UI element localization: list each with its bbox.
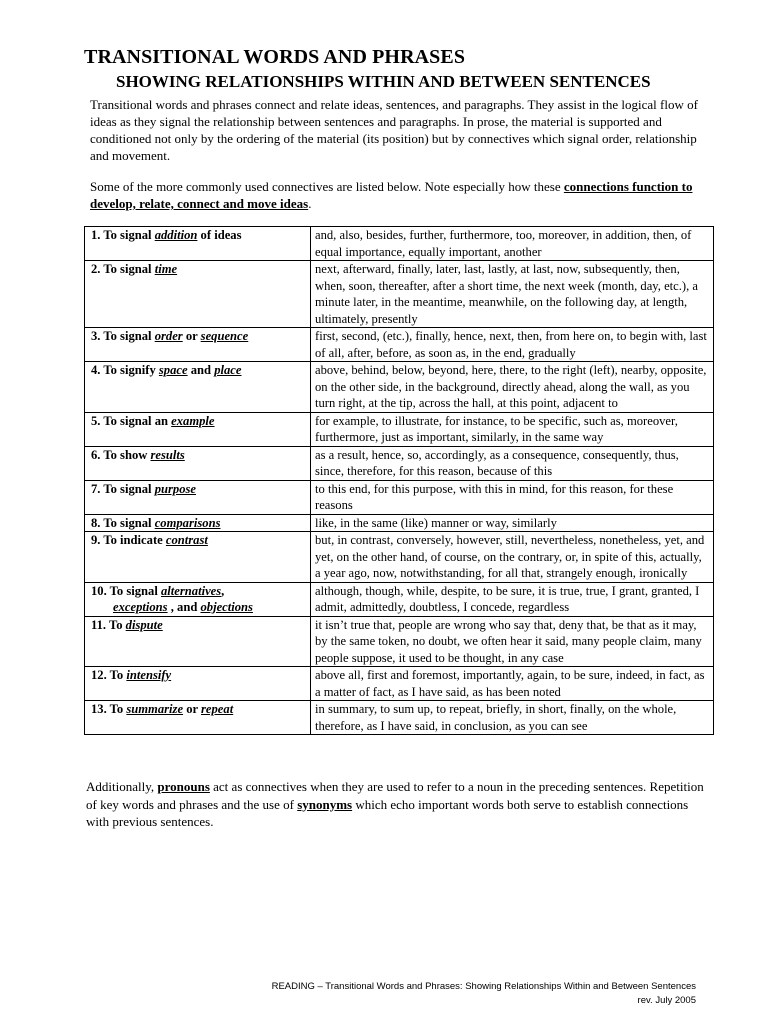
- function-label: 13. To: [91, 702, 127, 716]
- function-keyword: repeat: [201, 702, 234, 716]
- function-label: 8. To signal: [91, 515, 155, 530]
- function-cell: [85, 667, 311, 701]
- function-keyword: place: [214, 363, 242, 377]
- table-row: [85, 227, 714, 261]
- examples-cell: to this end, for this purpose, with this in mind, for this reason, for these reasons: [311, 480, 714, 514]
- examples-cell: first, second, (etc.), finally, hence, next, then, from here on, to begin with, last of all, after, before, as soon as, in the end, gradually: [311, 328, 714, 362]
- examples-cell: it isn’t true that, people are wrong who say that, deny that, be that as it may, by the same token, no doubt, we often hear it said, many people claim, many people suppose, it used to be thought, in any case: [311, 616, 714, 667]
- function-cell: [85, 480, 311, 514]
- table-row: [85, 446, 714, 480]
- function-keyword: sequence: [200, 329, 249, 343]
- function-keyword: addition: [154, 228, 198, 242]
- table-row: [85, 532, 714, 583]
- table-row: [85, 362, 714, 413]
- footer-revision: rev. July 2005: [637, 995, 696, 1006]
- function-cell: [85, 362, 311, 413]
- table-row: [85, 261, 714, 328]
- function-cell: [85, 701, 311, 735]
- table-row: [85, 412, 714, 446]
- function-label: or: [182, 329, 201, 343]
- closing-text: act as connectives when they are used to refer to a noun in the preceding sentences. Repetition of key words and phrases and the use of: [86, 779, 704, 812]
- page-footer: [272, 980, 696, 1008]
- lead-text: Some of the more commonly used connectives are listed below. Note especially how these: [90, 179, 564, 194]
- function-label: 4. To signify: [91, 363, 159, 377]
- function-label: 10. To signal: [91, 583, 161, 598]
- function-label: 3. To signal: [91, 329, 155, 343]
- function-keyword: contrast: [165, 533, 208, 547]
- table-row: [85, 480, 714, 514]
- function-keyword: purpose: [154, 481, 196, 496]
- intro-paragraph: Transitional words and phrases connect and relate ideas, sentences, and paragraphs. They assist in the logical flow of ideas as they signal the relationship between sentences and paragraphs. In prose, the material is supported and conditioned not only by the ordering of the material (its position) but by connectives which signal order, relationship and movement.: [90, 97, 698, 163]
- examples-cell: in summary, to sum up, to repeat, briefly, in short, finally, on the whole, therefore, as I have said, in conclusion, as you can see: [311, 701, 714, 735]
- function-label: 12. To: [91, 668, 127, 682]
- function-cell: [85, 412, 311, 446]
- examples-cell: above all, first and foremost, importantly, again, to be sure, indeed, in fact, as a matter of fact, as I have said, as has been noted: [311, 667, 714, 701]
- function-label: 11. To: [91, 617, 126, 632]
- examples-cell: although, though, while, despite, to be sure, it is true, true, I grant, granted, I admit, admittedly, doubtless, I concede, regardless: [311, 582, 714, 616]
- function-label: 2. To signal: [91, 262, 155, 276]
- closing-paragraph: [86, 778, 706, 831]
- examples-cell: above, behind, below, beyond, here, there, to the right (left), nearby, opposite, on the other side, in the background, directly ahead, along the wall, as you turn right, at the tip, across the hall, at this point, adjacent to: [311, 362, 714, 413]
- function-keyword: comparisons: [154, 515, 221, 530]
- function-cell: [85, 582, 311, 616]
- examples-cell: like, in the same (like) manner or way, similarly: [311, 514, 714, 532]
- function-label: , and: [167, 600, 201, 614]
- function-cell: [85, 227, 311, 261]
- function-label: 6. To show: [91, 447, 151, 462]
- function-keyword: time: [154, 262, 178, 276]
- table-row: [85, 701, 714, 735]
- function-label: 5. To signal an: [91, 413, 172, 428]
- closing-keyword-synonyms: synonyms: [297, 796, 353, 812]
- function-label: and: [187, 363, 215, 377]
- function-cell: [85, 328, 311, 362]
- function-keyword: summarize: [126, 702, 184, 716]
- function-label: 7. To signal: [91, 481, 155, 496]
- function-keyword: results: [150, 447, 185, 462]
- page-title: TRANSITIONAL WORDS AND PHRASES: [84, 46, 466, 68]
- function-cell: [85, 514, 311, 532]
- table-row: [85, 328, 714, 362]
- closing-text: which echo important words both serve to establish connections with previous sentences.: [86, 796, 689, 829]
- examples-cell: as a result, hence, so, accordingly, as a consequence, consequently, thus, since, therefore, for this reason, because of this: [311, 446, 714, 480]
- closing-keyword-pronouns: pronouns: [157, 779, 210, 794]
- table-row: [85, 514, 714, 532]
- function-cell: [85, 446, 311, 480]
- function-keyword: space: [158, 363, 188, 377]
- function-keyword: alternatives: [161, 583, 222, 598]
- table-row: [85, 616, 714, 667]
- transitions-table: [84, 226, 714, 735]
- function-label: or: [183, 702, 202, 716]
- lead-emphasis: connections function to develop, relate, connect and move ideas: [90, 179, 693, 211]
- function-cell: [85, 532, 311, 583]
- function-keyword: objections: [200, 600, 253, 614]
- function-cell: [85, 616, 311, 667]
- examples-cell: next, afterward, finally, later, last, lastly, at last, now, subsequently, then, when, soon, thereafter, after a short time, the next week (month, day, etc.), a minute later, in the meantime, meanwhile, on the following day, at length, ultimately, presently: [311, 261, 714, 328]
- examples-cell: but, in contrast, conversely, however, still, nevertheless, nonetheless, yet, and yet, on the other hand, of course, on the contrary, or, in spite of this, actually, a year ago, now, notwithstanding, for all that, strangely enough, ironically: [311, 532, 714, 583]
- function-label: 9. To indicate: [91, 533, 166, 547]
- examples-cell: for example, to illustrate, for instance, to be specific, such as, moreover, furthermore, just as important, similarly, in the same way: [311, 412, 714, 446]
- lead-end: .: [308, 196, 312, 211]
- function-label: of ideas: [197, 228, 242, 242]
- function-keyword: dispute: [125, 617, 163, 632]
- table-row: [85, 582, 714, 616]
- function-keyword: intensify: [126, 668, 172, 682]
- table-row: [85, 667, 714, 701]
- function-cell: [85, 261, 311, 328]
- function-keyword: exceptions: [113, 600, 168, 614]
- examples-cell: and, also, besides, further, furthermore, too, moreover, in addition, then, of equal importance, equally important, another: [311, 227, 714, 261]
- function-keyword: order: [154, 329, 183, 343]
- page-subtitle: SHOWING RELATIONSHIPS WITHIN AND BETWEEN SENTENCES: [116, 72, 651, 91]
- lead-paragraph: [90, 178, 700, 212]
- function-label: 1. To signal: [91, 228, 155, 242]
- function-keyword: example: [171, 413, 215, 428]
- closing-text: Additionally,: [86, 779, 158, 794]
- function-label: ,: [221, 583, 225, 598]
- footer-line: READING – Transitional Words and Phrases: Showing Relationships Within and Between Sentences: [271, 981, 696, 992]
